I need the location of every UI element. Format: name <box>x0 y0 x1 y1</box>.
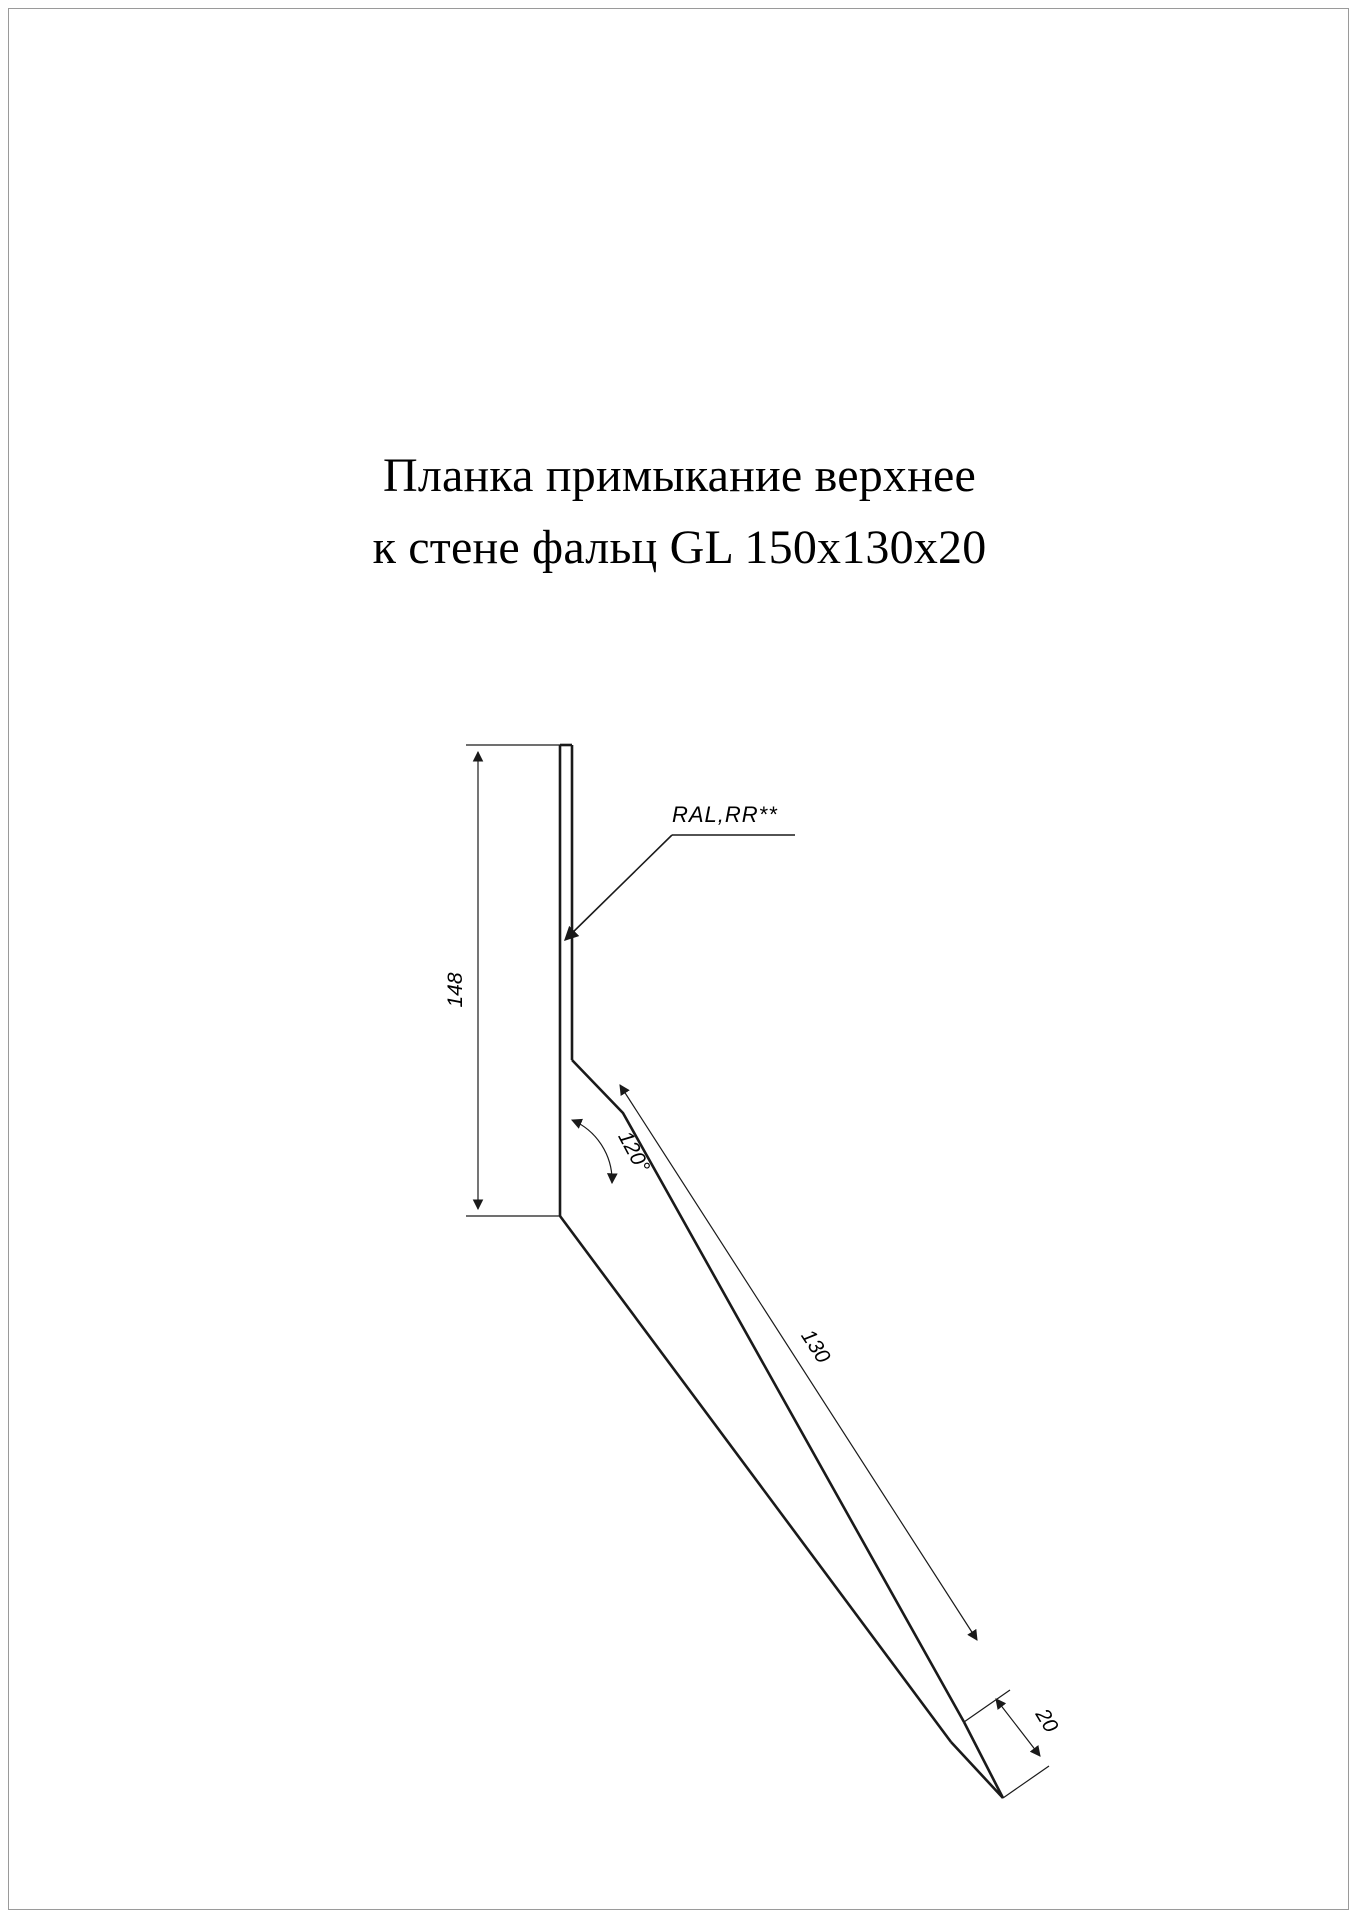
dimension-height-148 <box>466 745 560 1216</box>
profile-outline <box>560 745 1003 1798</box>
material-leader-line <box>565 835 795 940</box>
dimension-length-130 <box>620 1085 977 1640</box>
dimension-angle-label: 120° <box>613 1127 655 1177</box>
title-line-1: Планка примыкание верхнее <box>382 449 977 502</box>
dimension-angle-120 <box>572 1120 612 1183</box>
technical-drawing <box>0 700 1359 1737</box>
material-label: RAL,RR** <box>672 802 778 827</box>
title-line-2: к стене фальц GL 150x130x20 <box>372 521 987 574</box>
dimension-height-label: 148 <box>444 972 467 1008</box>
dimension-fold-label: 20 <box>1030 1704 1063 1737</box>
drawing-title <box>0 440 1359 584</box>
profile-drawing-svg <box>0 700 1359 1737</box>
dimension-length-label: 130 <box>796 1325 835 1368</box>
